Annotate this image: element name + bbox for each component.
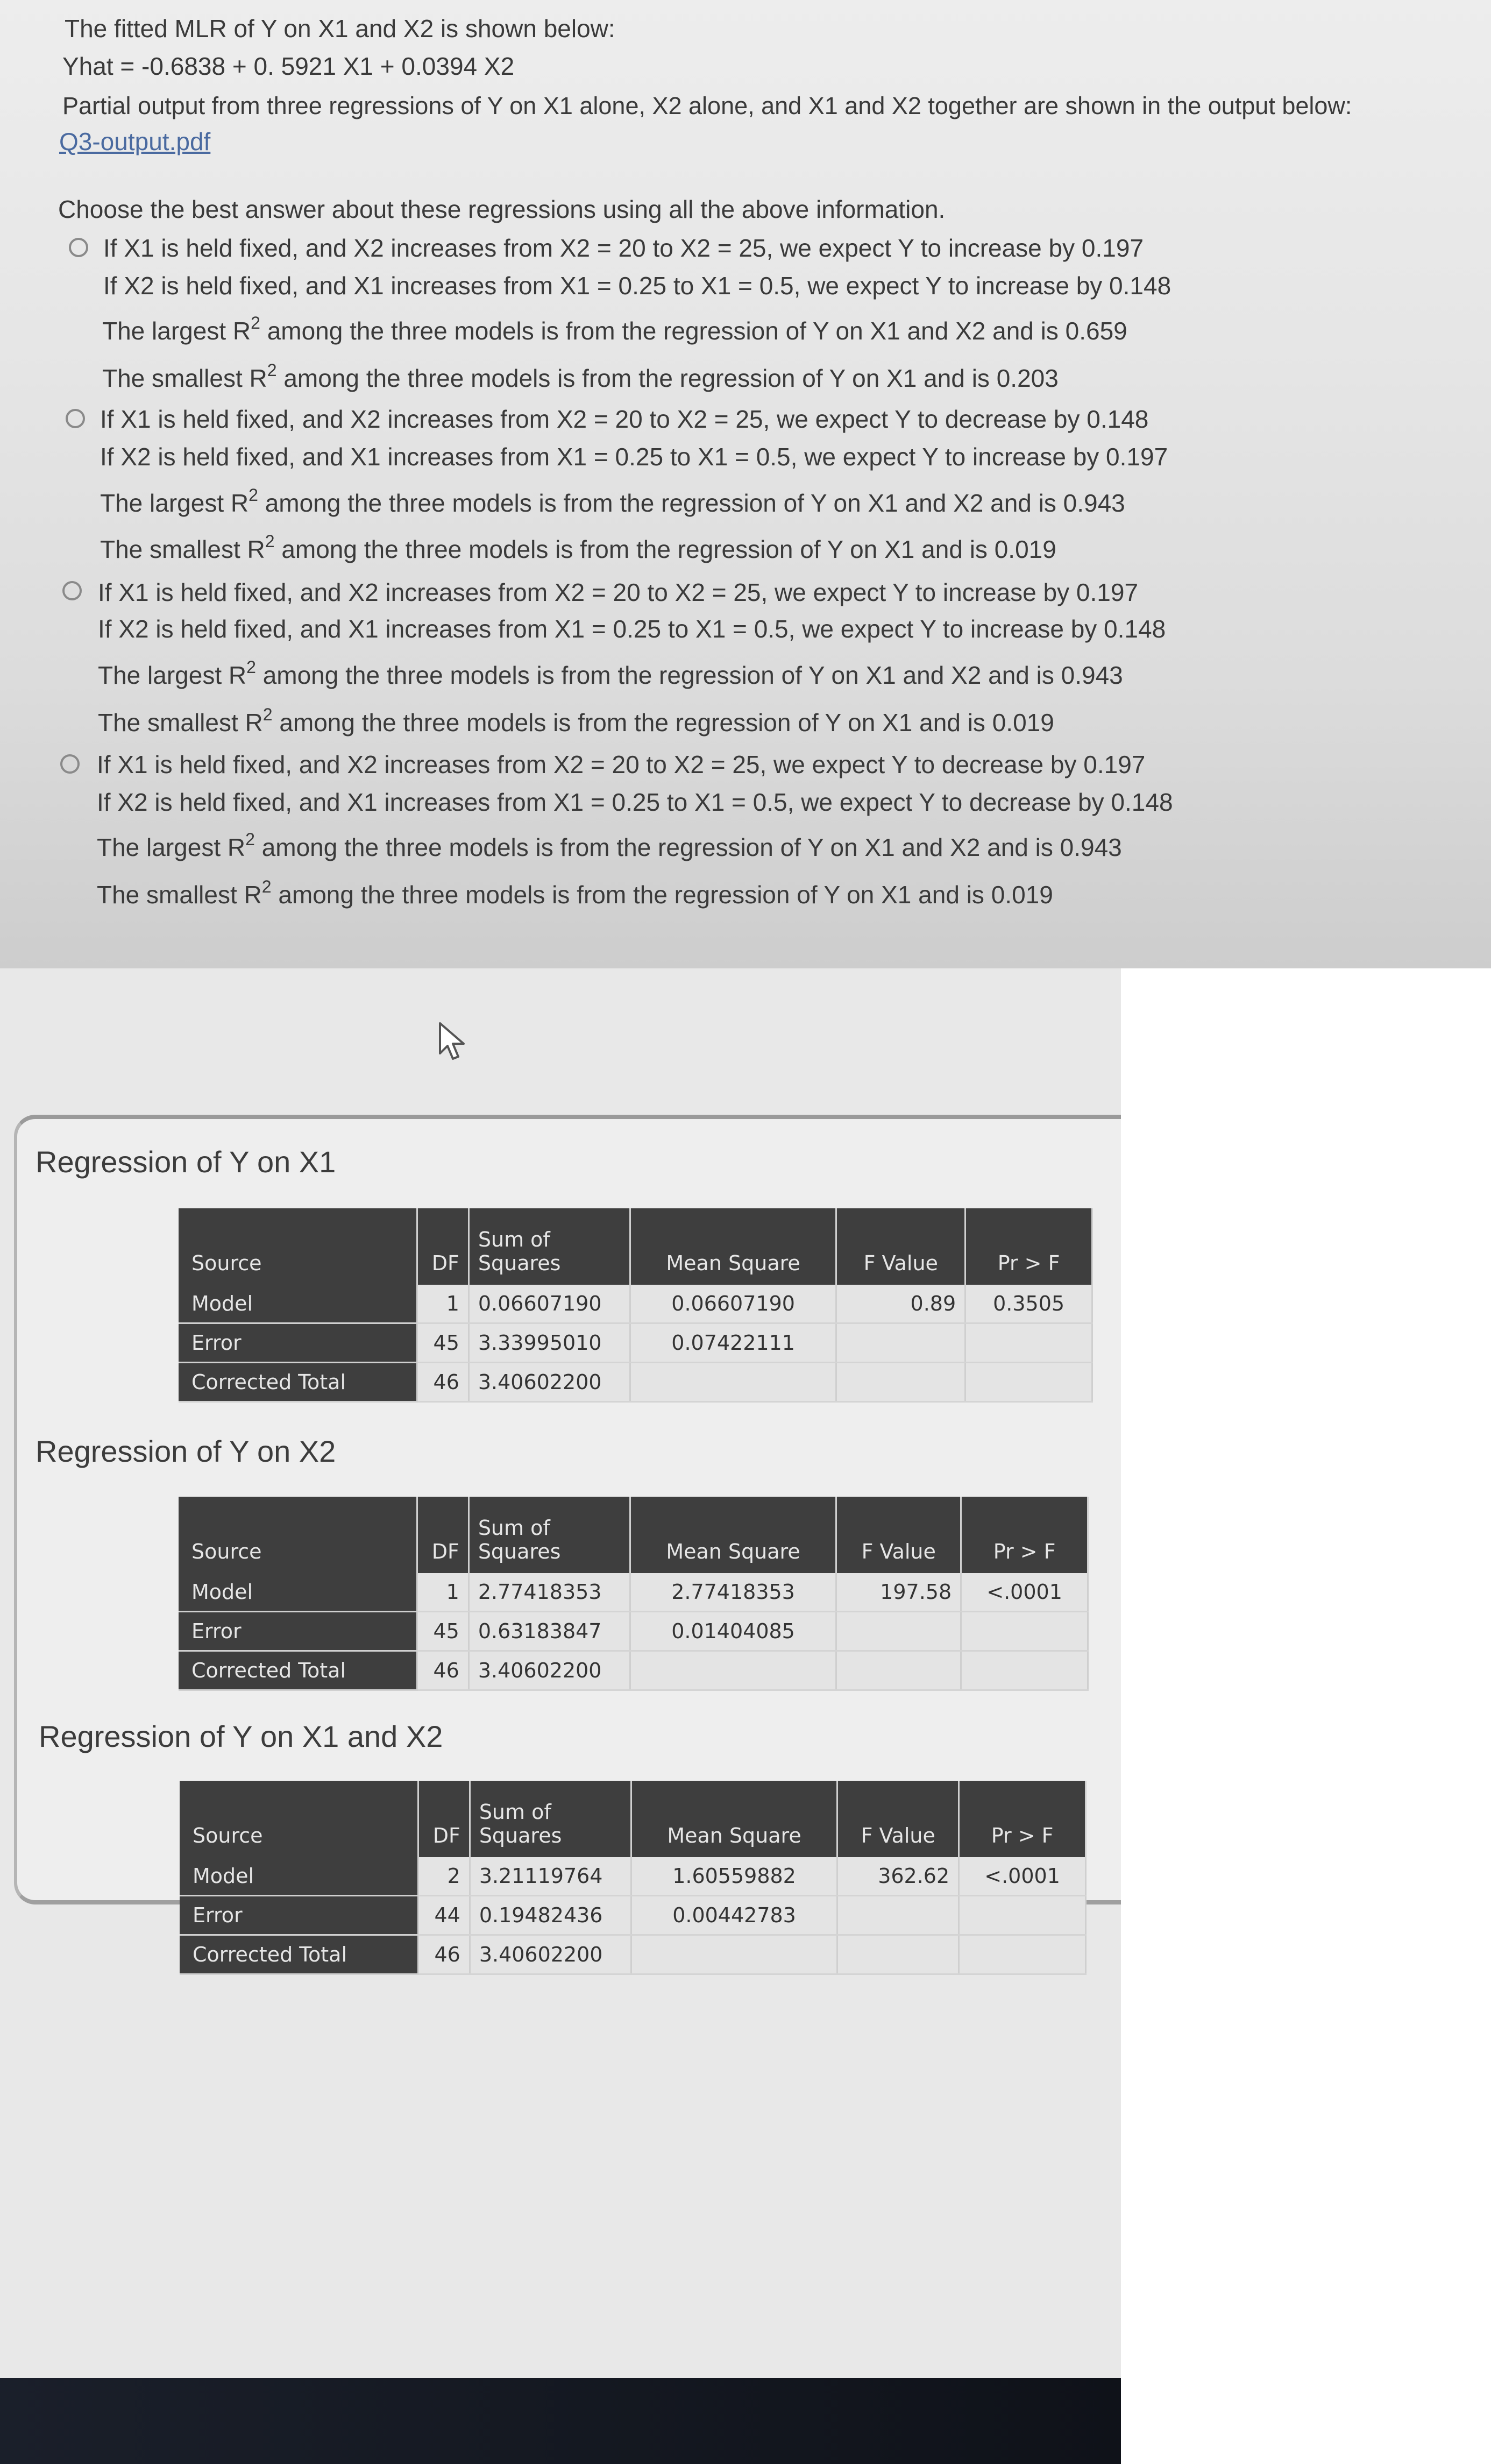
option-1-largest-r2: The largest $R^2$ among the three models is from the regression of Y on X1 and X2 and is 0.659 [102,313,1127,345]
table-row [180,1857,1086,1896]
cell-p [965,1323,1092,1363]
cell-f [837,1935,959,1974]
col-header: F Value [837,1781,959,1857]
option-4-smallest-r2: The smallest $R^2$ among the three models is from the regression of Y on X1 and is 0.019 [97,877,1053,909]
cell-df: 45 [417,1612,468,1651]
col-header: Mean Square [630,1208,836,1285]
col-header: Sum of Squares [468,1497,630,1573]
cell-p [959,1935,1086,1974]
cell-f: 197.58 [836,1573,961,1612]
row-header: Corrected Total [179,1363,417,1402]
cell-df: 45 [417,1323,468,1363]
table-row [179,1651,1088,1690]
cell-p [959,1896,1086,1935]
cell-f [836,1612,961,1651]
radio-option-3[interactable] [62,581,82,600]
table-header-row [179,1208,1092,1285]
table-row [179,1323,1092,1363]
photo-bottom-edge [0,2378,1121,2464]
cell-ms: 2.77418353 [630,1573,836,1612]
col-header: Source [180,1781,418,1857]
cell-f: 0.89 [836,1285,965,1323]
col-header: Mean Square [631,1781,837,1857]
col-header: Source [179,1497,417,1573]
cell-df: 46 [417,1651,468,1690]
radio-option-1[interactable] [69,238,88,257]
cell-p [965,1363,1092,1402]
table-header-row [180,1781,1086,1857]
option-3-line-2: If X2 is held fixed, and X1 increases from X1 = 0.25 to X1 = 0.5, we expect Y to increase by 0.148 [98,615,1166,643]
option-4-largest-r2: The largest $R^2$ among the three models is from the regression of Y on X1 and X2 and is 0.943 [97,830,1122,861]
row-header: Model [180,1857,418,1896]
cell-df: 46 [417,1363,468,1402]
question-prompt: Choose the best answer about these regressions using all the above information. [58,195,946,223]
table-row [179,1363,1092,1402]
radio-option-4[interactable] [60,754,80,774]
col-header: Source [179,1208,417,1285]
col-header: Sum of Squares [468,1208,630,1285]
col-header: Pr > F [961,1497,1088,1573]
col-header: Sum of Squares [470,1781,631,1857]
question-panel [0,0,1491,968]
cell-ms [630,1651,836,1690]
row-header: Error [179,1612,417,1651]
cell-ss: 0.06607190 [468,1285,630,1323]
cell-ss: 3.40602200 [468,1363,630,1402]
cell-f [836,1651,961,1690]
cell-ss: 0.63183847 [468,1612,630,1651]
anova-output-card [14,1115,1121,1966]
row-header: Model [179,1285,417,1323]
table-1-title: Regression of Y on X1 [36,1145,336,1179]
col-header: Pr > F [959,1781,1086,1857]
cell-p: <.0001 [959,1857,1086,1896]
cell-ms: 0.01404085 [630,1612,836,1651]
cell-f [837,1896,959,1935]
col-header: F Value [836,1208,965,1285]
table-row [179,1285,1092,1323]
col-header: DF [417,1208,468,1285]
cell-ms: 1.60559882 [631,1857,837,1896]
option-2-line-2: If X2 is held fixed, and X1 increases from X1 = 0.25 to X1 = 0.5, we expect Y to increase by 0.197 [100,443,1168,471]
table-2-title: Regression of Y on X2 [36,1434,336,1468]
intro-line-3: Partial output from three regressions of Y on X1 alone, X2 alone, and X1 and X2 together are shown in the output below: [62,92,1352,119]
option-4-line-2: If X2 is held fixed, and X1 increases from X1 = 0.25 to X1 = 0.5, we expect Y to decrease by 0.148 [97,788,1173,816]
row-header: Model [179,1573,417,1612]
cell-df: 44 [418,1896,470,1935]
table-row [180,1896,1086,1935]
cell-ms: 0.00442783 [631,1896,837,1935]
cell-df: 1 [417,1285,468,1323]
cell-f [836,1363,965,1402]
anova-table-3 [180,1781,1087,1975]
option-2-line-1: If X1 is held fixed, and X2 increases from X2 = 20 to X2 = 25, we expect Y to decrease by 0.148 [100,405,1149,433]
option-3-largest-r2: The largest $R^2$ among the three models is from the regression of Y on X1 and X2 and is 0.943 [98,657,1123,689]
col-header: Mean Square [630,1497,836,1573]
cell-p [961,1612,1088,1651]
row-header: Corrected Total [179,1651,417,1690]
cell-p: <.0001 [961,1573,1088,1612]
option-2-largest-r2: The largest $R^2$ among the three models is from the regression of Y on X1 and X2 and is 0.943 [100,485,1125,517]
cell-ms: 0.06607190 [630,1285,836,1323]
mouse-cursor-icon [437,1021,469,1064]
cell-ss: 0.19482436 [470,1896,631,1935]
cell-ms [631,1935,837,1974]
option-2-smallest-r2: The smallest $R^2$ among the three models is from the regression of Y on X1 and is 0.019 [100,532,1056,563]
radio-option-2[interactable] [66,409,85,428]
cell-ss: 3.33995010 [468,1323,630,1363]
table-row [180,1935,1086,1974]
cell-df: 46 [418,1935,470,1974]
cell-ss: 3.40602200 [470,1935,631,1974]
table-row [179,1573,1088,1612]
cell-ms: 0.07422111 [630,1323,836,1363]
intro-line-1: The fitted MLR of Y on X1 and X2 is shown below: [65,15,615,43]
anova-table-2 [179,1497,1089,1691]
cell-ss: 3.40602200 [468,1651,630,1690]
cell-p: 0.3505 [965,1285,1092,1323]
option-4-line-1: If X1 is held fixed, and X2 increases from X2 = 20 to X2 = 25, we expect Y to decrease by 0.197 [97,750,1146,778]
table-header-row [179,1497,1088,1573]
option-3-smallest-r2: The smallest $R^2$ among the three models is from the regression of Y on X1 and is 0.019 [98,705,1054,737]
row-header: Corrected Total [180,1935,418,1974]
col-header: DF [418,1781,470,1857]
cell-df: 2 [418,1857,470,1896]
option-1-line-2: If X2 is held fixed, and X1 increases from X1 = 0.25 to X1 = 0.5, we expect Y to increase by 0.148 [103,272,1172,300]
col-header: DF [417,1497,468,1573]
option-1-smallest-r2: The smallest $R^2$ among the three models is from the regression of Y on X1 and is 0.203 [102,360,1059,392]
table-row [179,1612,1088,1651]
row-header: Error [179,1323,417,1363]
option-3-line-1: If X1 is held fixed, and X2 increases from X2 = 20 to X2 = 25, we expect Y to increase by 0.197 [98,578,1139,606]
cell-f [836,1323,965,1363]
cell-ms [630,1363,836,1402]
anova-table-1 [179,1208,1093,1403]
output-pdf-link[interactable]: Q3-output.pdf [59,128,211,155]
regression-equation: Yhat = -0.6838 + 0. 5921 X1 + 0.0394 X2 [62,52,515,80]
col-header: F Value [836,1497,961,1573]
col-header: Pr > F [965,1208,1092,1285]
table-3-title: Regression of Y on X1 and X2 [39,1719,443,1753]
cell-f: 362.62 [837,1857,959,1896]
cell-df: 1 [417,1573,468,1612]
cell-ss: 3.21119764 [470,1857,631,1896]
cell-ss: 2.77418353 [468,1573,630,1612]
output-panel [0,968,1121,2464]
row-header: Error [180,1896,418,1935]
cell-p [961,1651,1088,1690]
option-1-line-1: If X1 is held fixed, and X2 increases from X2 = 20 to X2 = 25, we expect Y to increase by 0.197 [103,234,1144,262]
